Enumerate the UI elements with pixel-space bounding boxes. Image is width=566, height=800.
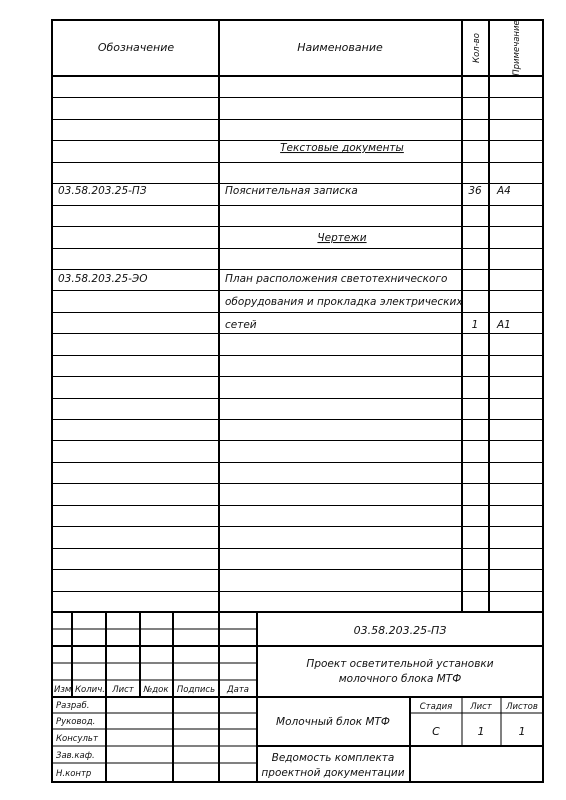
header-qty: Кол-во [472,33,482,63]
doc-code: 03.58.203.25-ПЗ [353,624,447,637]
col-header-data: Дата [226,685,250,695]
sheets-value: 1 [518,725,526,738]
col-header-kolich: Колич. [75,685,105,695]
role-konsult: Консульт [56,734,98,744]
row-designation: 03.58.203.25-ЭО [58,273,148,285]
role-razrab: Разраб. [56,701,90,711]
project-title-line1: Проект осветительной установки [306,658,494,670]
row-designation: 03.58.203.25-ПЗ [58,185,147,197]
doc-title-line1: Ведомость комплекта [271,752,395,764]
doc-title-line2: проектной документации [261,767,405,779]
row-qty: 36 [468,185,482,197]
row-name: оборудования и прокладка электрических [225,296,463,308]
row-qty: 1 [471,319,479,331]
role-nkontr: Н.контр [56,769,92,779]
stage-label: Стадия [419,702,453,712]
col-header-ndok: №док [143,685,169,695]
role-zavkaf: Зав.каф. [56,751,95,761]
row-name: План расположения светотехнического [225,273,448,285]
col-header-list: Лист [112,685,134,695]
stage-value: С [432,725,440,738]
row-note: А4 [497,185,511,197]
object-name: Молочный блок МТФ [276,716,390,728]
spec-table-grid [52,20,543,612]
project-title-line2: молочного блока МТФ [338,673,462,685]
row-heading-drawings: Чертежи [317,232,367,244]
sheet-value: 1 [477,725,485,738]
header-note: Примечание [512,20,522,76]
row-name: Пояснительная записка [225,185,358,197]
row-note: А1 [497,319,511,331]
header-name: Наименование [297,41,383,54]
col-header-podpis: Подпись [176,685,216,695]
row-heading-text-docs: Текстовые документы [280,142,404,154]
col-header-izm: Изм. [54,685,74,695]
sheet-label: Лист [470,702,492,712]
sheets-label: Листов [506,702,538,712]
role-rukovod: Руковод. [56,717,96,727]
header-designation: Обозначение [97,41,175,54]
row-name: сетей [225,319,257,331]
